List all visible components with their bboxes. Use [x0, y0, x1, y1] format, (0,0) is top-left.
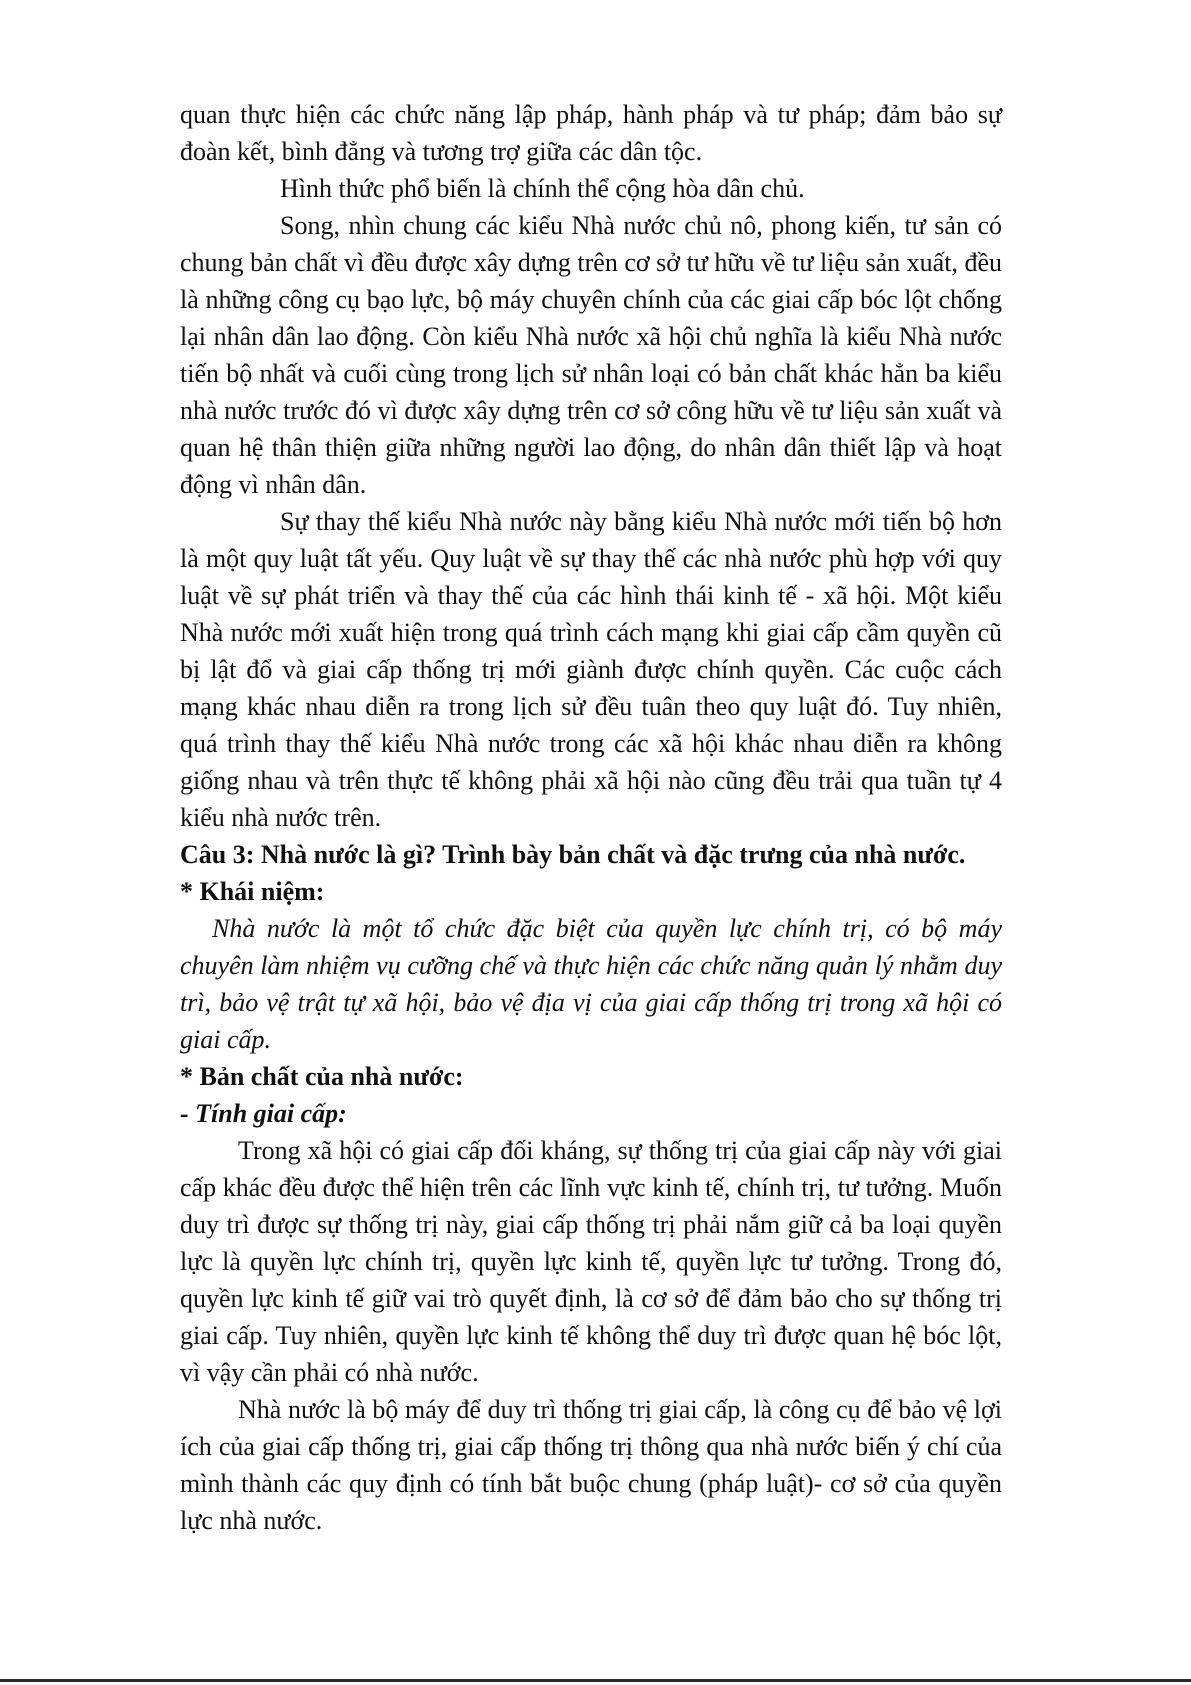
- document-page: [180, 96, 1002, 1539]
- concept-definition: Nhà nước là một tổ chức đặc biệt của quyền lực chính trị, có bộ máy chuyên làm nhiệm vụ cưỡng chế và thực hiện các chức năng quản lý nhằm duy trì, bảo vệ trật tự xã hội, bảo vệ địa vị của giai cấp thống trị trong xã hội có giai cấp.: [180, 914, 1002, 1054]
- nature-heading: * Bản chất của nhà nước:: [180, 1062, 464, 1091]
- paragraph-continuation: quan thực hiện các chức năng lập pháp, hành pháp và tư pháp; đảm bảo sự đoàn kết, bình đẳng và tương trợ giữa các dân tộc.: [180, 100, 1002, 166]
- concept-heading: * Khái niệm:: [180, 877, 325, 906]
- paragraph-common-form: Hình thức phổ biến là chính thể cộng hòa dân chủ.: [280, 174, 805, 203]
- page-bottom-border: [0, 1679, 1191, 1682]
- paragraph-state-types-nature: Song, nhìn chung các kiểu Nhà nước chủ nô, phong kiến, tư sản có chung bản chất vì đều được xây dựng trên cơ sở tư hữu về tư liệu sản xuất, đều là những công cụ bạo lực, bộ máy chuyên chính của các giai cấp bóc lột chống lại nhân dân lao động. Còn kiểu Nhà nước xã hội chủ nghĩa là kiểu Nhà nước tiến bộ nhất và cuối cùng trong lịch sử nhân loại có bản chất khác hẳn ba kiểu nhà nước trước đó vì được xây dựng trên cơ sở công hữu về tư liệu sản xuất và quan hệ thân thiện giữa những người lao động, do nhân dân thiết lập và hoạt động vì nhân dân.: [180, 211, 1002, 499]
- paragraph-state-apparatus: Nhà nước là bộ máy để duy trì thống trị giai cấp, là công cụ để bảo vệ lợi ích của giai cấp thống trị, giai cấp thống trị thông qua nhà nước biến ý chí của mình thành các quy định có tính bắt buộc chung (pháp luật)- cơ sở của quyền lực nhà nước.: [180, 1395, 1002, 1535]
- class-nature-subheading: - Tính giai cấp:: [180, 1099, 347, 1128]
- question-heading: Câu 3: Nhà nước là gì? Trình bày bản chất và đặc trưng của nhà nước.: [180, 840, 966, 869]
- paragraph-class-domination: Trong xã hội có giai cấp đối kháng, sự thống trị của giai cấp này với giai cấp khác đều được thể hiện trên các lĩnh vực kinh tế, chính trị, tư tưởng. Muốn duy trì được sự thống trị này, giai cấp thống trị phải nắm giữ cả ba loại quyền lực là quyền lực chính trị, quyền lực kinh tế, quyền lực tư tưởng. Trong đó, quyền lực kinh tế giữ vai trò quyết định, là cơ sở để đảm bảo cho sự thống trị giai cấp. Tuy nhiên, quyền lực kinh tế không thể duy trì được quan hệ bóc lột, vì vậy cần phải có nhà nước.: [180, 1136, 1002, 1387]
- paragraph-state-replacement: Sự thay thế kiểu Nhà nước này bằng kiểu Nhà nước mới tiến bộ hơn là một quy luật tất yếu. Quy luật về sự thay thế các nhà nước phù hợp với quy luật về sự phát triển và thay thế của các hình thái kinh tế - xã hội. Một kiểu Nhà nước mới xuất hiện trong quá trình cách mạng khi giai cấp cầm quyền cũ bị lật đổ và giai cấp thống trị mới giành được chính quyền. Các cuộc cách mạng khác nhau diễn ra trong lịch sử đều tuân theo quy luật đó. Tuy nhiên, quá trình thay thế kiểu Nhà nước trong các xã hội khác nhau diễn ra không giống nhau và trên thực tế không phải xã hội nào cũng đều trải qua tuần tự 4 kiểu nhà nước trên.: [180, 507, 1002, 832]
